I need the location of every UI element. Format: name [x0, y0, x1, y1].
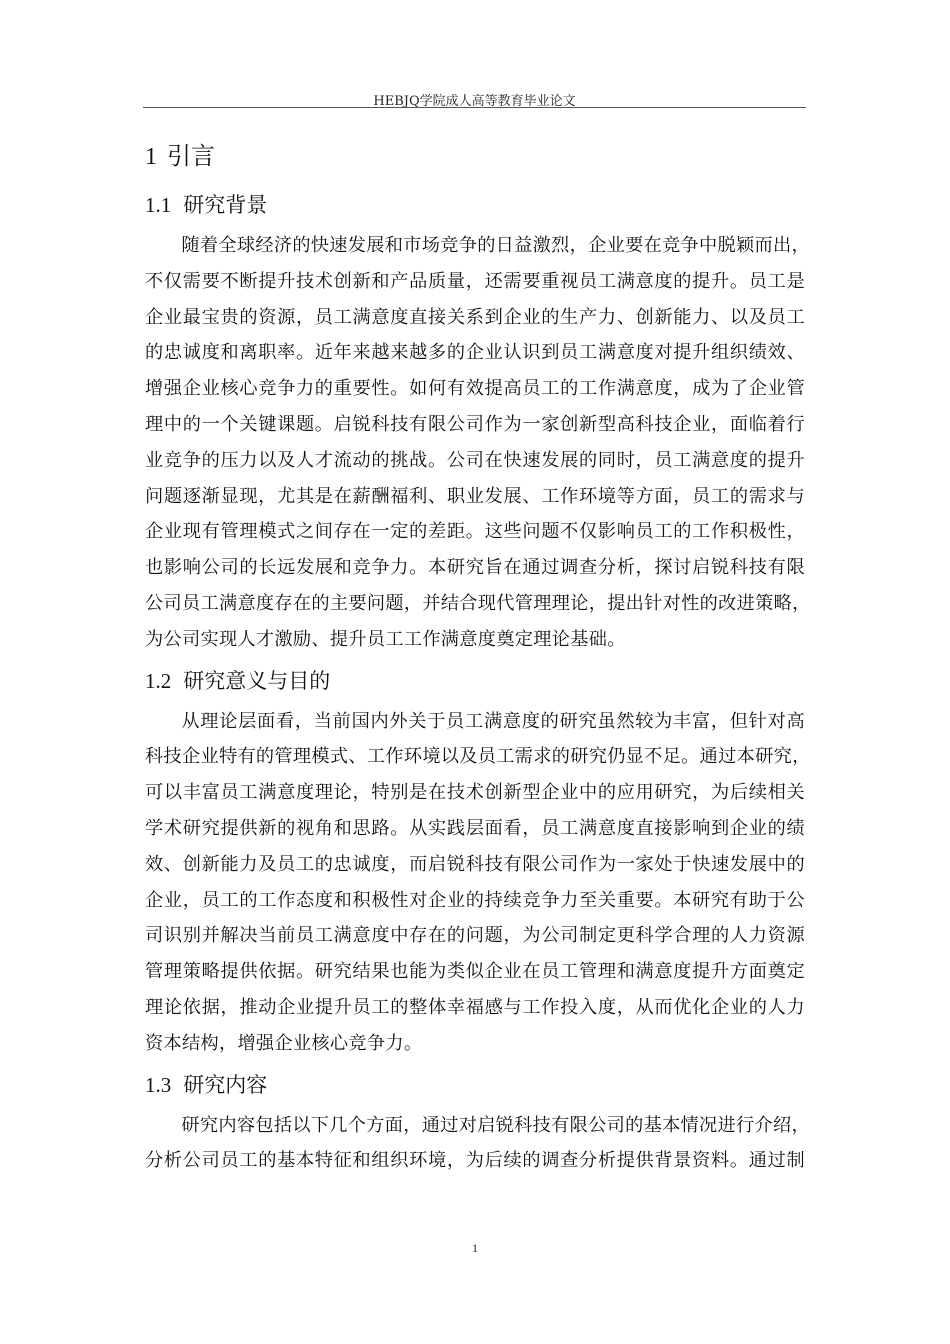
- section-1-2-paragraph: [145, 704, 811, 1062]
- section-title: 研究背景: [183, 193, 268, 217]
- chapter-heading: [145, 130, 805, 182]
- text-line: 企业，员工的工作态度和积极性对企业的持续竞争力至关重要。本研究有助于公: [145, 889, 805, 911]
- section-1-1-paragraph: [145, 228, 811, 658]
- text-line: 企业现有管理模式之间存在一定的差距。这些问题不仅影响员工的工作积极性，: [145, 521, 805, 543]
- chapter-title: 引言: [167, 142, 215, 170]
- text-line: 管理策略提供依据。研究结果也能为类似企业在员工管理和满意度提升方面奠定: [145, 961, 805, 983]
- chapter-number: 1: [145, 144, 157, 170]
- running-header: HEBJQ学院成人高等教育毕业论文: [373, 94, 576, 109]
- document-body: [145, 130, 811, 1179]
- section-heading-1-1: [145, 182, 805, 228]
- section-heading-1-3: [145, 1062, 805, 1108]
- text-line: 分析公司员工的基本特征和组织环境，为后续的调查分析提供背景资料。通过制: [145, 1150, 805, 1172]
- text-line: 资本结构，增强企业核心竞争力。: [145, 1032, 423, 1054]
- section-number: 1.3: [145, 1072, 172, 1097]
- text-line: 不仅需要不断提升技术创新和产品质量，还需要重视员工满意度的提升。员工是: [145, 270, 805, 292]
- text-line: 从理论层面看，当前国内外关于员工满意度的研究虽然较为丰富，但针对高: [181, 710, 805, 732]
- text-line: 业竞争的压力以及人才流动的挑战。公司在快速发展的同时，员工满意度的提升: [145, 449, 805, 471]
- section-number: 1.2: [145, 668, 172, 693]
- section-title: 研究内容: [183, 1072, 268, 1097]
- text-line: 企业最宝贵的资源，员工满意度直接关系到企业的生产力、创新能力、以及员工: [145, 306, 805, 328]
- text-line: 的忠诚度和离职率。近年来越来越多的企业认识到员工满意度对提升组织绩效、: [145, 342, 805, 364]
- text-line: 也影响公司的长远发展和竞争力。本研究旨在通过调查分析，探讨启锐科技有限: [145, 557, 805, 579]
- section-number: 1.1: [145, 193, 172, 217]
- text-line: 理中的一个关键课题。启锐科技有限公司作为一家创新型高科技企业，面临着行: [145, 413, 805, 435]
- text-line: 增强企业核心竞争力的重要性。如何有效提高员工的工作满意度，成为了企业管: [145, 378, 805, 400]
- text-line: 司识别并解决当前员工满意度中存在的问题，为公司制定更科学合理的人力资源: [145, 925, 805, 947]
- text-line: 随着全球经济的快速发展和市场竞争的日益激烈，企业要在竞争中脱颖而出，: [181, 235, 810, 256]
- text-line: 效、创新能力及员工的忠诚度，而启锐科技有限公司作为一家处于快速发展中的: [145, 853, 805, 875]
- header-divider: [143, 107, 806, 108]
- section-1-3-paragraph: [145, 1108, 810, 1180]
- page-number: 1: [472, 1241, 478, 1255]
- text-line: 问题逐渐显现，尤其是在薪酬福利、职业发展、工作环境等方面，员工的需求与: [145, 485, 805, 507]
- text-line: 理论依据，推动企业提升员工的整体幸福感与工作投入度，从而优化企业的人力: [145, 996, 805, 1018]
- text-line: 可以丰富员工满意度理论，特别是在技术创新型企业中的应用研究，为后续相关: [145, 782, 805, 804]
- text-line: 研究内容包括以下几个方面，通过对启锐科技有限公司的基本情况进行介绍，: [181, 1114, 810, 1136]
- text-line: 公司员工满意度存在的主要问题，并结合现代管理理论，提出针对性的改进策略，: [145, 592, 811, 614]
- text-line: 学术研究提供新的视角和思路。从实践层面看，员工满意度直接影响到企业的绩: [145, 817, 805, 839]
- text-line: 为公司实现人才激励、提升员工工作满意度奠定理论基础。: [145, 628, 626, 650]
- text-line: 科技企业特有的管理模式、工作环境以及员工需求的研究仍显不足。通过本研究，: [145, 746, 811, 768]
- section-title: 研究意义与目的: [183, 668, 331, 693]
- section-heading-1-2: [145, 658, 805, 704]
